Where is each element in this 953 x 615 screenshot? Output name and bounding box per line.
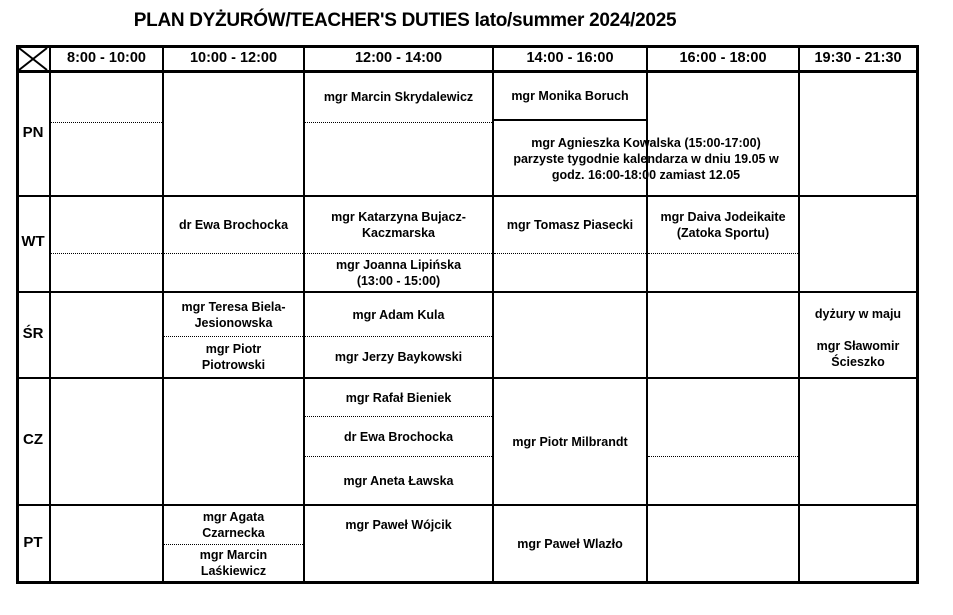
dotted-divider xyxy=(51,253,162,254)
dotted-divider xyxy=(164,253,303,254)
duty-entry: mgr Monika Boruch xyxy=(511,89,629,103)
duty-entry: mgr Daiva Jodeikaite (Zatoka Sportu) xyxy=(660,210,786,240)
duty-entry: mgr Piotr Milbrandt xyxy=(512,434,628,449)
duty-entry: mgr Katarzyna Bujacz-Kaczmarska xyxy=(331,210,466,240)
duty-entry: mgr Rafał Bieniek xyxy=(345,390,452,405)
cell-divider xyxy=(492,119,648,121)
day-label: PT xyxy=(23,534,43,551)
duty-entry: mgr Jerzy Baykowski xyxy=(334,350,463,364)
dotted-divider xyxy=(648,253,798,254)
empty-corner-cross-icon xyxy=(16,45,50,72)
dotted-divider xyxy=(648,456,798,457)
duty-entry: mgr Tomasz Piasecki xyxy=(506,218,634,232)
duty-entry: mgr Marcin Skrydalewicz xyxy=(323,90,474,104)
time-slot-header: 8:00 - 10:00 xyxy=(67,50,146,66)
time-slot-header: 12:00 - 14:00 xyxy=(354,50,443,66)
dotted-divider xyxy=(51,122,162,123)
border-top xyxy=(16,45,919,48)
duty-entry: mgr Paweł Wójcik xyxy=(345,518,452,532)
time-slot-header: 16:00 - 18:00 xyxy=(679,50,767,66)
duty-entry: mgr Marcin Laśkiewicz xyxy=(199,548,268,578)
duty-entry: mgr Sławomir Ścieszko xyxy=(816,339,900,369)
duty-entry: mgr Piotr Piotrowski xyxy=(201,342,266,372)
duty-entry: mgr Adam Kula xyxy=(352,307,445,322)
duty-entry: mgr Agnieszka Kowalska (15:00-17:00) parzyste tygodnie kalendarza w dniu 19.05 w godz. 16:00-18:00 zamiast 12.05 xyxy=(513,135,779,182)
day-label: ŚR xyxy=(22,325,44,342)
duty-entry: mgr Teresa Biela-Jesionowska xyxy=(181,299,286,330)
border-bottom xyxy=(16,581,919,584)
time-slot-header: 19:30 - 21:30 xyxy=(814,50,902,66)
time-slot-header: 10:00 - 12:00 xyxy=(189,50,278,66)
page-title: PLAN DYŻURÓW/TEACHER'S DUTIES lato/summer 2024/2025 xyxy=(133,10,677,31)
day-label: WT xyxy=(21,233,45,250)
dotted-divider xyxy=(305,122,492,123)
duty-note: dyżury w maju xyxy=(814,307,902,321)
duty-entry: mgr Paweł Wlazło xyxy=(517,536,623,551)
duty-entry: mgr Agata Czarnecka xyxy=(202,510,265,540)
duty-entry: mgr Aneta Ławska xyxy=(343,473,454,488)
duty-schedule-table xyxy=(16,45,919,584)
duty-entry: dr Ewa Brochocka xyxy=(343,429,454,444)
duty-entry: mgr Joanna Lipińska (13:00 - 15:00) xyxy=(335,257,462,288)
day-label: CZ xyxy=(23,431,43,448)
time-slot-header: 14:00 - 16:00 xyxy=(526,50,614,66)
day-label: PN xyxy=(22,124,44,141)
duty-entry: dr Ewa Brochocka xyxy=(178,218,289,232)
dotted-divider xyxy=(494,253,646,254)
